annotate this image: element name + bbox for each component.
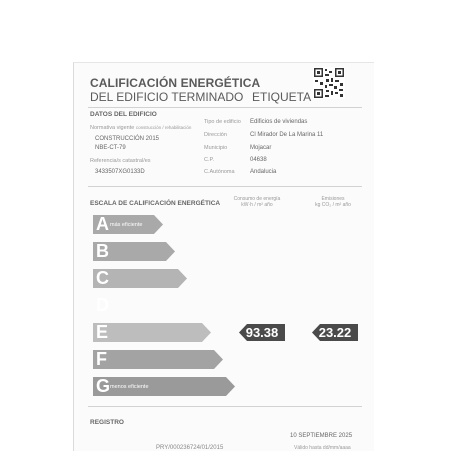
normativa-value-1: CONSTRUCCIÓN 2015 [95,136,160,142]
scale-bar-a [93,215,163,234]
qr-code-icon [313,67,345,99]
normativa-label: Normativa vigente construcción / rehabilitación [90,125,192,131]
tipo-edificio-label: Tipo de edificio [204,119,241,125]
scale-bar-e-letter: E [96,322,109,342]
scale-bar-d [93,296,199,315]
normativa-value-2: NBE-CT-79 [95,145,126,151]
title-calificacion: CALIFICACIÓN ENERGÉTICA [90,76,261,90]
datos-edificio-heading: DATOS DEL EDIFICIO [90,111,157,118]
municipio-value: Mojacar [250,145,272,151]
cp-value: 04638 [250,157,267,163]
consumo-value: 93.38 [245,325,279,340]
scale-bar-c-letter: C [96,268,109,288]
consumo-indicator [239,324,285,341]
municipio-label: Municipio [204,145,228,151]
title-etiqueta: ETIQUETA [252,90,312,104]
catastral-label: Referencia/s catastral/es [90,158,151,164]
tipo-edificio-value: Edificios de viviendas [250,119,308,125]
scale-bar-e [93,323,211,342]
direccion-label: Dirección [204,132,227,138]
scale-bar-f [93,350,223,369]
scale-bar-g-note: menos eficiente [110,384,149,390]
scale-bar-a-note: más eficiente [110,222,143,228]
consumo-column-header: Consumo de energía kW·h / m² año [233,196,281,208]
direccion-value: Cl Mirador De La Marina 11 [250,132,324,138]
scale-bar-d-letter: D [96,295,109,315]
scale-bar-c [93,269,187,288]
registro-date: 10 SEPTIEMBRE 2025 [290,433,353,439]
emisiones-indicator [312,324,358,341]
emisiones-column-header: Emisiones kg CO₂ / m² año [315,196,351,208]
scale-bar-f-letter: F [96,349,107,369]
catastral-value: 3433507XG0133D [95,169,145,175]
energy-label-sheet [73,62,374,451]
scale-bar-b [93,242,175,261]
autonomia-label: C.Autónoma [204,169,235,175]
scale-bar-g-letter: G [96,376,111,396]
escala-divider [88,406,362,407]
datos-divider [88,186,362,187]
scale-bar-b-letter: B [96,241,109,261]
emisiones-value: 23.22 [318,325,352,340]
scale-bar-a-letter: A [96,214,109,234]
registro-validity: Válido hasta dd/mm/aaaa [294,445,351,451]
scale-bar-g [93,377,235,396]
title-edificio-terminado: DEL EDIFICIO TERMINADO [90,90,244,104]
header-divider [88,107,362,108]
scale-bar-f-shape [93,350,223,369]
registro-number: PRY/000236724/01/2015 [156,445,224,451]
scale-bar-e-shape [93,323,211,342]
registro-label: REGISTRO [90,419,124,426]
cp-label: C.P. [204,157,214,163]
escala-heading: ESCALA DE CALIFICACIÓN ENERGÉTICA [90,200,221,207]
autonomia-value: Andalucia [250,169,277,175]
